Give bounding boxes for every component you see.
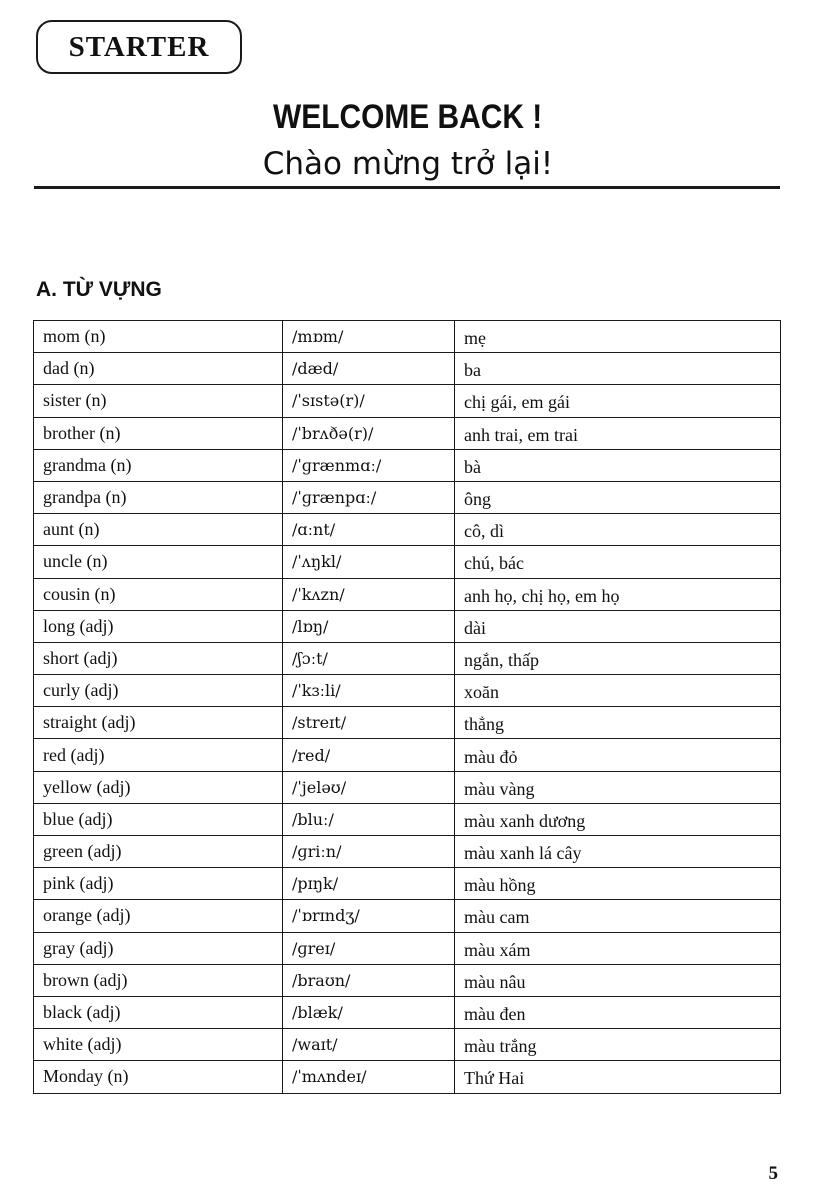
vocab-meaning: ông [455, 481, 781, 513]
vocab-word: yellow (adj) [34, 771, 283, 803]
vocab-phonetic: /waɪt/ [283, 1029, 455, 1061]
vocab-phonetic: /ɡriːn/ [283, 836, 455, 868]
vocab-meaning: Thứ Hai [455, 1061, 781, 1093]
table-row [34, 449, 781, 481]
page-title-english: WELCOME BACK ! [273, 98, 543, 136]
vocab-word: sister (n) [34, 385, 283, 417]
vocab-word: orange (adj) [34, 900, 283, 932]
vocab-phonetic: /ɑːnt/ [283, 514, 455, 546]
title-divider [34, 186, 780, 189]
vocab-phonetic: /lɒŋ/ [283, 610, 455, 642]
table-row [34, 739, 781, 771]
vocab-word: red (adj) [34, 739, 283, 771]
table-row [34, 932, 781, 964]
table-row [34, 1029, 781, 1061]
vocab-phonetic: /ˈɡrænpɑː/ [283, 481, 455, 513]
vocab-phonetic: /ˈkʌzn/ [283, 578, 455, 610]
vocab-word: gray (adj) [34, 932, 283, 964]
table-row [34, 771, 781, 803]
vocab-meaning: ba [455, 353, 781, 385]
table-row [34, 353, 781, 385]
vocab-phonetic: /pɪŋk/ [283, 868, 455, 900]
vocab-phonetic: /ʃɔːt/ [283, 642, 455, 674]
unit-label-badge [36, 20, 242, 74]
vocab-meaning: màu đen [455, 996, 781, 1028]
vocab-meaning: bà [455, 449, 781, 481]
vocab-phonetic: /dæd/ [283, 353, 455, 385]
vocab-word: dad (n) [34, 353, 283, 385]
vocab-word: Monday (n) [34, 1061, 283, 1093]
vocab-meaning: màu nâu [455, 964, 781, 996]
table-row [34, 481, 781, 513]
vocabulary-table-body [34, 321, 781, 1094]
vocab-word: blue (adj) [34, 803, 283, 835]
table-row [34, 514, 781, 546]
table-row [34, 321, 781, 353]
vocab-word: uncle (n) [34, 546, 283, 578]
vocab-phonetic: /ɡreɪ/ [283, 932, 455, 964]
vocab-meaning: màu xám [455, 932, 781, 964]
table-row [34, 417, 781, 449]
vocab-meaning: màu hồng [455, 868, 781, 900]
vocabulary-table [33, 320, 781, 1094]
vocab-meaning: màu cam [455, 900, 781, 932]
vocab-meaning: thẳng [455, 707, 781, 739]
vocab-phonetic: /red/ [283, 739, 455, 771]
table-row [34, 1061, 781, 1093]
table-row [34, 900, 781, 932]
vocab-word: white (adj) [34, 1029, 283, 1061]
vocab-meaning: màu xanh lá cây [455, 836, 781, 868]
vocab-meaning: chú, bác [455, 546, 781, 578]
table-row [34, 964, 781, 996]
vocab-phonetic: /bluː/ [283, 803, 455, 835]
vocab-word: long (adj) [34, 610, 283, 642]
vocab-meaning: dài [455, 610, 781, 642]
vocab-meaning: mẹ [455, 321, 781, 353]
vocab-word: short (adj) [34, 642, 283, 674]
table-row [34, 803, 781, 835]
vocab-word: cousin (n) [34, 578, 283, 610]
vocab-word: grandma (n) [34, 449, 283, 481]
unit-label-text: STARTER [68, 30, 210, 63]
vocab-meaning: cô, dì [455, 514, 781, 546]
vocab-meaning: xoăn [455, 675, 781, 707]
vocab-phonetic: /ˈmʌndeɪ/ [283, 1061, 455, 1093]
page-number: 5 [768, 1163, 778, 1184]
table-row [34, 707, 781, 739]
table-row [34, 996, 781, 1028]
table-row [34, 836, 781, 868]
vocab-word: curly (adj) [34, 675, 283, 707]
vocab-word: straight (adj) [34, 707, 283, 739]
section-heading: A. TỪ VỰNG [36, 278, 162, 301]
vocab-phonetic: /ˈɒrɪndʒ/ [283, 900, 455, 932]
vocab-meaning: màu xanh dương [455, 803, 781, 835]
vocab-meaning: màu trắng [455, 1029, 781, 1061]
vocab-phonetic: /blæk/ [283, 996, 455, 1028]
vocab-phonetic: /ˈjeləʊ/ [283, 771, 455, 803]
vocab-phonetic: /streɪt/ [283, 707, 455, 739]
table-row [34, 675, 781, 707]
vocab-phonetic: /mɒm/ [283, 321, 455, 353]
vocab-meaning: màu đỏ [455, 739, 781, 771]
vocab-word: brother (n) [34, 417, 283, 449]
vocab-meaning: màu vàng [455, 771, 781, 803]
vocab-meaning: anh trai, em trai [455, 417, 781, 449]
table-row [34, 868, 781, 900]
table-row [34, 642, 781, 674]
vocab-word: mom (n) [34, 321, 283, 353]
vocab-phonetic: /ˈsɪstə(r)/ [283, 385, 455, 417]
vocab-word: brown (adj) [34, 964, 283, 996]
vocab-word: green (adj) [34, 836, 283, 868]
vocab-phonetic: /ˈbrʌðə(r)/ [283, 417, 455, 449]
table-row [34, 385, 781, 417]
vocab-word: grandpa (n) [34, 481, 283, 513]
vocab-phonetic: /ˈʌŋkl/ [283, 546, 455, 578]
vocab-word: aunt (n) [34, 514, 283, 546]
vocab-phonetic: /ˈkɜːli/ [283, 675, 455, 707]
vocab-phonetic: /ˈɡrænmɑː/ [283, 449, 455, 481]
vocab-phonetic: /braʊn/ [283, 964, 455, 996]
table-row [34, 610, 781, 642]
vocab-word: black (adj) [34, 996, 283, 1028]
table-row [34, 546, 781, 578]
table-row [34, 578, 781, 610]
vocab-word: pink (adj) [34, 868, 283, 900]
vocab-meaning: chị gái, em gái [455, 385, 781, 417]
vocab-meaning: ngắn, thấp [455, 642, 781, 674]
vocab-meaning: anh họ, chị họ, em họ [455, 578, 781, 610]
page-title-vietnamese: Chào mừng trở lại! [262, 146, 554, 182]
